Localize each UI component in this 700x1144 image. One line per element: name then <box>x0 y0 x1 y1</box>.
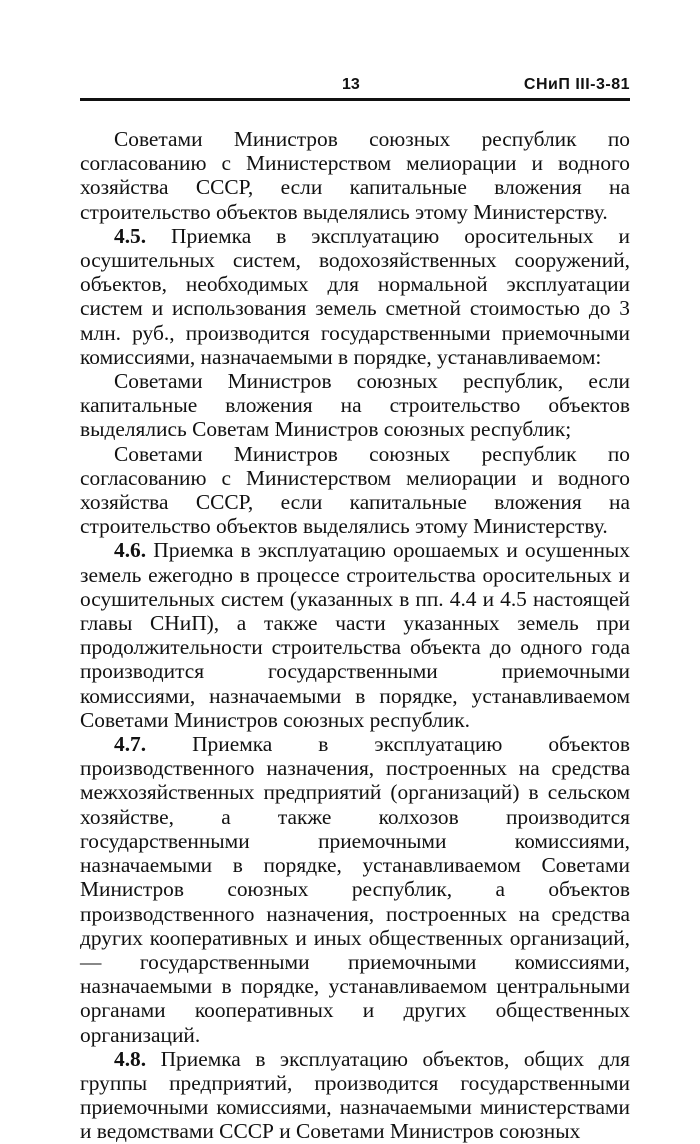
clause-number: 4.8. <box>114 1046 147 1071</box>
paragraph-4-5 <box>80 224 630 369</box>
page-number: 13 <box>342 76 360 93</box>
clause-number: 4.6. <box>114 538 147 563</box>
paragraph-4-5-item-2 <box>80 442 630 539</box>
document-page <box>80 70 630 1144</box>
clause-number: 4.7. <box>114 732 147 757</box>
paragraph-text: Советами Министров союзных республик по согласованию с Министерством мелиорации и водного хозяйства СССР, если капитальные вложения на строительство объектов выделялись этому Министерству. <box>80 127 630 224</box>
paragraph-intro-continuation <box>80 127 630 224</box>
paragraph-4-8 <box>80 1047 630 1144</box>
document-body <box>80 127 630 1144</box>
paragraph-text: Приемка в эксплуатацию оросительных и осушительных систем, водохозяйственных сооружений, объектов, необходимых для нормальной эксплуатации систем и использования земель сметной стоимостью до 3 млн. руб., производится государственными приемочными комиссиями, назначаемыми в порядке, устанавливаемом: <box>80 223 630 369</box>
paragraph-text: Советами Министров союзных республик по согласованию с Министерством мелиорации и водного хозяйства СССР, если капитальные вложения на строительство объектов выделялись этому Министерству. <box>80 441 630 539</box>
header-rule <box>80 98 630 101</box>
paragraph-4-7 <box>80 732 630 1047</box>
paragraph-text: Приемка в эксплуатацию объектов, общих для группы предприятий, производится государственными приемочными комиссиями, назначаемыми министерствами и ведомствами СССР и Советами Министров союзных <box>80 1046 630 1144</box>
document-code: СНиП III-3-81 <box>523 76 630 93</box>
paragraph-text: Советами Министров союзных республик, если капитальные вложения на строительство объектов выделялись Советам Министров союзных республик; <box>80 369 630 442</box>
paragraph-text: Приемка в эксплуатацию орошаемых и осушенных земель ежегодно в процессе строительства оросительных и осушительных систем (указанных в пп. 4.4 и 4.5 настоящей главы СНиП), а также части указанных земель при продолжительности строительства объекта до одного года производится государственными приемочными комиссиями, назначаемыми в порядке, устанавливаемом Советами Министров союзных республик. <box>80 538 630 732</box>
paragraph-text: Приемка в эксплуатацию объектов производственного назначения, построенных на средства межхозяйственных предприятий (организаций) в сельском хозяйстве, а также колхозов производится государственными приемочными комиссиями, назначаемыми в порядке, устанавливаемом Советами Министров союзных республик, а объектов производственного назначения, построенных на средства других кооперативных и иных общественных организаций, — государственными приемочными комиссиями, назначаемыми в порядке, устанавливаемом центральными органами кооперативных и других общественных организаций. <box>80 732 630 1047</box>
paragraph-4-5-item-1 <box>80 369 630 442</box>
page-header <box>80 70 630 98</box>
paragraph-4-6 <box>80 538 630 732</box>
clause-number: 4.5. <box>114 223 147 248</box>
